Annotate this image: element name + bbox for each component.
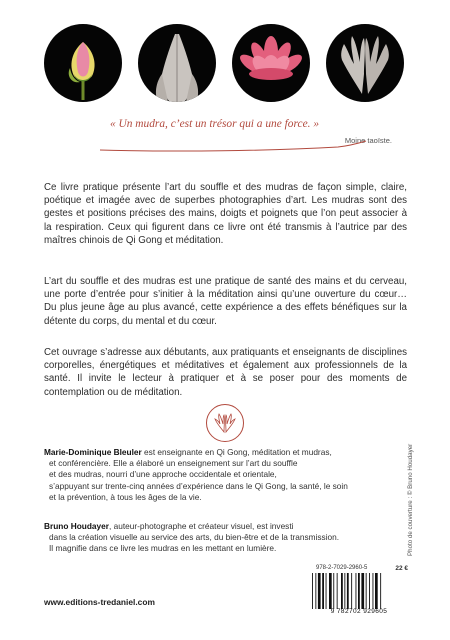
barcode-bar <box>337 573 338 609</box>
author-bio <box>44 447 409 503</box>
paragraph-audience <box>44 346 407 399</box>
decorative-underline <box>98 138 368 158</box>
barcode-bar <box>341 573 343 609</box>
barcode-bar <box>333 573 334 609</box>
hands-emblem-icon <box>205 403 245 443</box>
paragraph-intro <box>44 181 407 247</box>
isbn-price <box>316 565 412 571</box>
lotus-flower-photo <box>232 24 310 102</box>
photographer-name: Bruno Houdayer <box>44 521 109 531</box>
barcode-bar <box>373 573 374 609</box>
barcode-bar <box>347 573 349 609</box>
bio-line: Il magnifie dans ce livre les mudras en les mettant en lumière. <box>49 543 277 554</box>
barcode-bar <box>369 573 370 609</box>
barcode-bar <box>326 573 327 609</box>
open-hands-mudra-photo <box>326 24 404 102</box>
epigraph <box>110 118 410 145</box>
barcode-bar <box>322 573 324 609</box>
photographer-bio <box>44 521 409 555</box>
barcode-bar <box>351 573 352 609</box>
price: 22 € <box>395 565 408 572</box>
bio-line: s’appuyant sur trente-cinq années d’expérience dans le Qi Gong, la santé, le soin <box>49 480 348 491</box>
praying-hands-photo <box>138 24 216 102</box>
barcode-bar <box>318 573 321 609</box>
barcode-bar <box>315 573 316 609</box>
barcode-bar <box>380 573 381 609</box>
bio-line: et conférencière. Elle a élaboré un enseignement sur l’art du souffle <box>49 458 298 469</box>
barcode-bar <box>358 573 360 609</box>
barcode <box>310 573 408 609</box>
paragraph-text: L’art du souffle et des mudras est une pratique de santé des mains et du cerveau, une porte d’entrée pour s’initier à la méditation ainsi qu’une ouverture du cœur… Du plus jeune âge au plus avancé, cette expérience a des effets bénéfiques sur la détente du corps, du mental et du cœur. <box>44 276 407 327</box>
author-name: Marie-Dominique Bleuler <box>44 447 142 457</box>
bio-line: , auteur-photographe et créateur visuel, est investi <box>109 521 294 531</box>
bio-line: est enseignante en Qi Gong, méditation et mudras, <box>141 447 332 457</box>
quote-text: « Un mudra, c’est un trésor qui a une force. » <box>110 118 320 130</box>
bio-line: et des mudras, nourri d’une approche occidentale et orientale, <box>49 469 277 480</box>
barcode-bar <box>356 573 357 609</box>
barcode-digits: 9 782702 929605 <box>330 608 388 615</box>
quote-author: Moine taoïste. <box>344 136 392 145</box>
paragraph-text: Ce livre pratique présente l’art du souffle et des mudras de façon simple, claire, poétique et imagée avec de superbes photographies d’art. Les mudras sont des gestes et positions précises des mains, doigts et poignets que l’on peut associer à la respiration. Ceux qui figurent dans ce livre ont été transmis à l’autrice par des maîtres chinois de Qi Gong et méditation. <box>44 182 407 246</box>
lotus-bud-photo <box>44 24 122 102</box>
bio-line: et la prévention, à tous les âges de la vie. <box>49 491 202 502</box>
paragraph-benefits <box>44 275 407 328</box>
barcode-bar <box>312 573 313 609</box>
barcode-bar <box>329 573 332 609</box>
isbn: 978-2-7029-2960-5 <box>316 565 368 571</box>
barcode-bar <box>375 573 378 609</box>
bio-line: dans la création visuelle au service des arts, du bien-être et de la transmission. <box>49 532 340 543</box>
barcode-bar <box>344 573 345 609</box>
publisher-website: www.editions-tredaniel.com <box>44 597 155 607</box>
paragraph-text: Cet ouvrage s’adresse aux débutants, aux pratiquants et enseignants de disciplines corporelles, énergétiques et méditatives et également aux professionnels de la santé. Il invite le lecteur à pratiquer et à se poser pour des moments de contemplation ou de méditation. <box>44 347 407 398</box>
photo-credit: Photo de couverture : © Bruno Houdayer <box>407 443 414 556</box>
barcode-bar <box>366 573 367 609</box>
header-photo-row <box>44 24 404 102</box>
barcode-bar <box>361 573 364 609</box>
